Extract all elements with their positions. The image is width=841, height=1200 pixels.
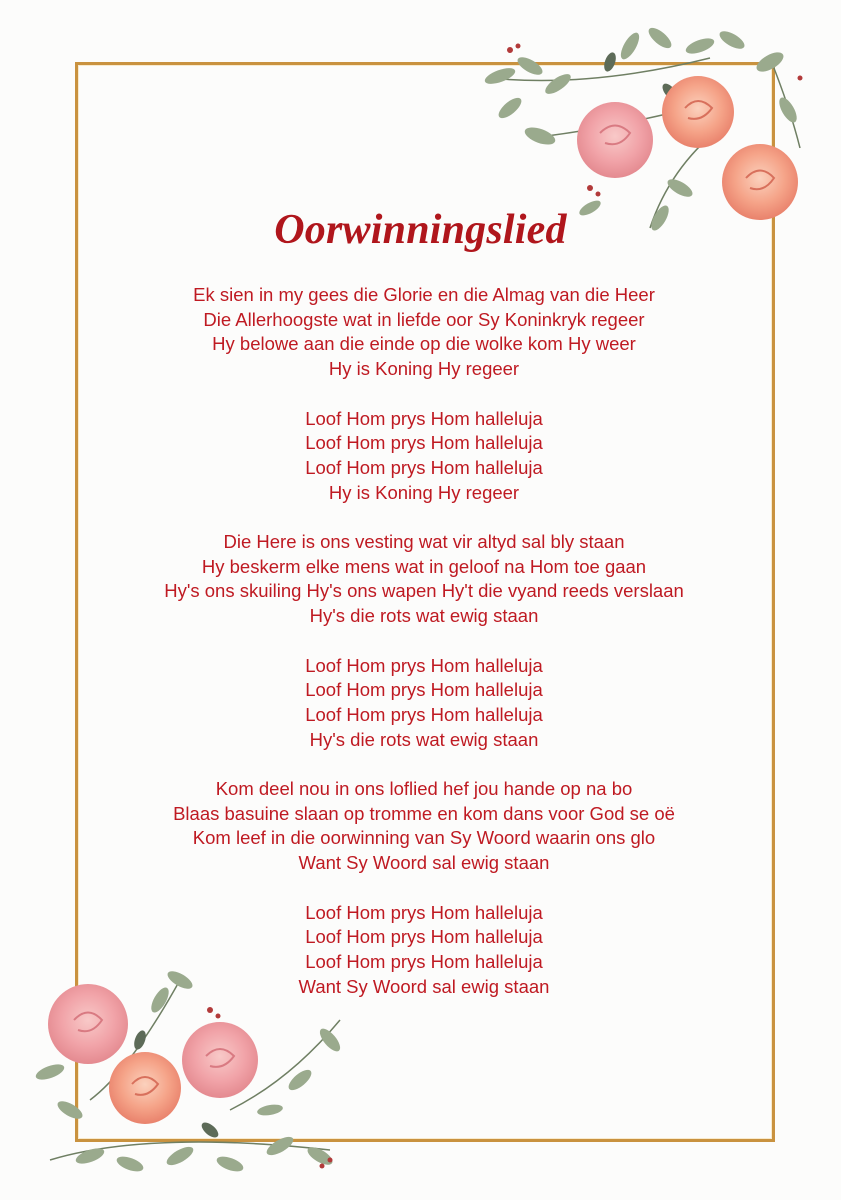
lyric-line: Loof Hom prys Hom halleluja [305, 456, 543, 478]
lyric-line: Hy belowe aan die einde op die wolke kom Hy weer [212, 333, 636, 355]
lyric-line: Loof Hom prys Hom halleluja [305, 432, 543, 454]
lyric-line: Kom deel nou in ons loflied hef jou hande op na bo [215, 778, 633, 799]
lyric-line: Blaas basuine slaan op tromme en kom dans voor God se oë [173, 802, 675, 824]
lyric-line: Hy is Koning Hy regeer [328, 481, 520, 503]
lyric-line: Want Sy Woord sal ewig staan [298, 975, 550, 997]
chorus-1 [0, 407, 841, 506]
lyric-line: Loof Hom prys Hom halleluja [305, 901, 543, 923]
lyric-line: Die Allerhoogste wat in liefde oor Sy Koninkryk regeer [203, 308, 645, 330]
lyric-line: Loof Hom prys Hom halleluja [305, 703, 543, 725]
lyric-line: Loof Hom prys Hom halleluja [305, 926, 543, 948]
lyric-line: Hy is Koning Hy regeer [328, 358, 520, 380]
chorus-2 [0, 654, 841, 753]
lyric-line: Loof Hom prys Hom halleluja [305, 654, 543, 676]
chorus-3 [0, 901, 841, 1000]
lyrics [0, 283, 841, 1024]
lyric-line: Loof Hom prys Hom halleluja [305, 679, 543, 701]
lyric-line: Want Sy Woord sal ewig staan [298, 852, 550, 874]
lyric-line: Kom leef in die oorwinning van Sy Woord waarin ons glo [192, 827, 656, 849]
verse-1 [0, 283, 841, 382]
lyric-line: Loof Hom prys Hom halleluja [305, 950, 543, 972]
song-title: Oorwinningslied [274, 207, 567, 253]
verse-3 [0, 777, 841, 876]
lyric-line: Hy's die rots wat ewig staan [309, 605, 539, 627]
lyric-line: Die Here is ons vesting wat vir altyd sal bly staan [223, 531, 625, 552]
lyric-line: Hy beskerm elke mens wat in geloof na Hom toe gaan [201, 555, 647, 577]
verse-2 [0, 530, 841, 629]
lyric-line: Ek sien in my gees die Glorie en die Almag van die Heer [193, 284, 655, 305]
lyric-line: Hy's die rots wat ewig staan [309, 728, 539, 750]
lyric-line: Loof Hom prys Hom halleluja [305, 407, 543, 429]
lyric-line: Hy's ons skuiling Hy's ons wapen Hy't die vyand reeds verslaan [164, 580, 684, 602]
